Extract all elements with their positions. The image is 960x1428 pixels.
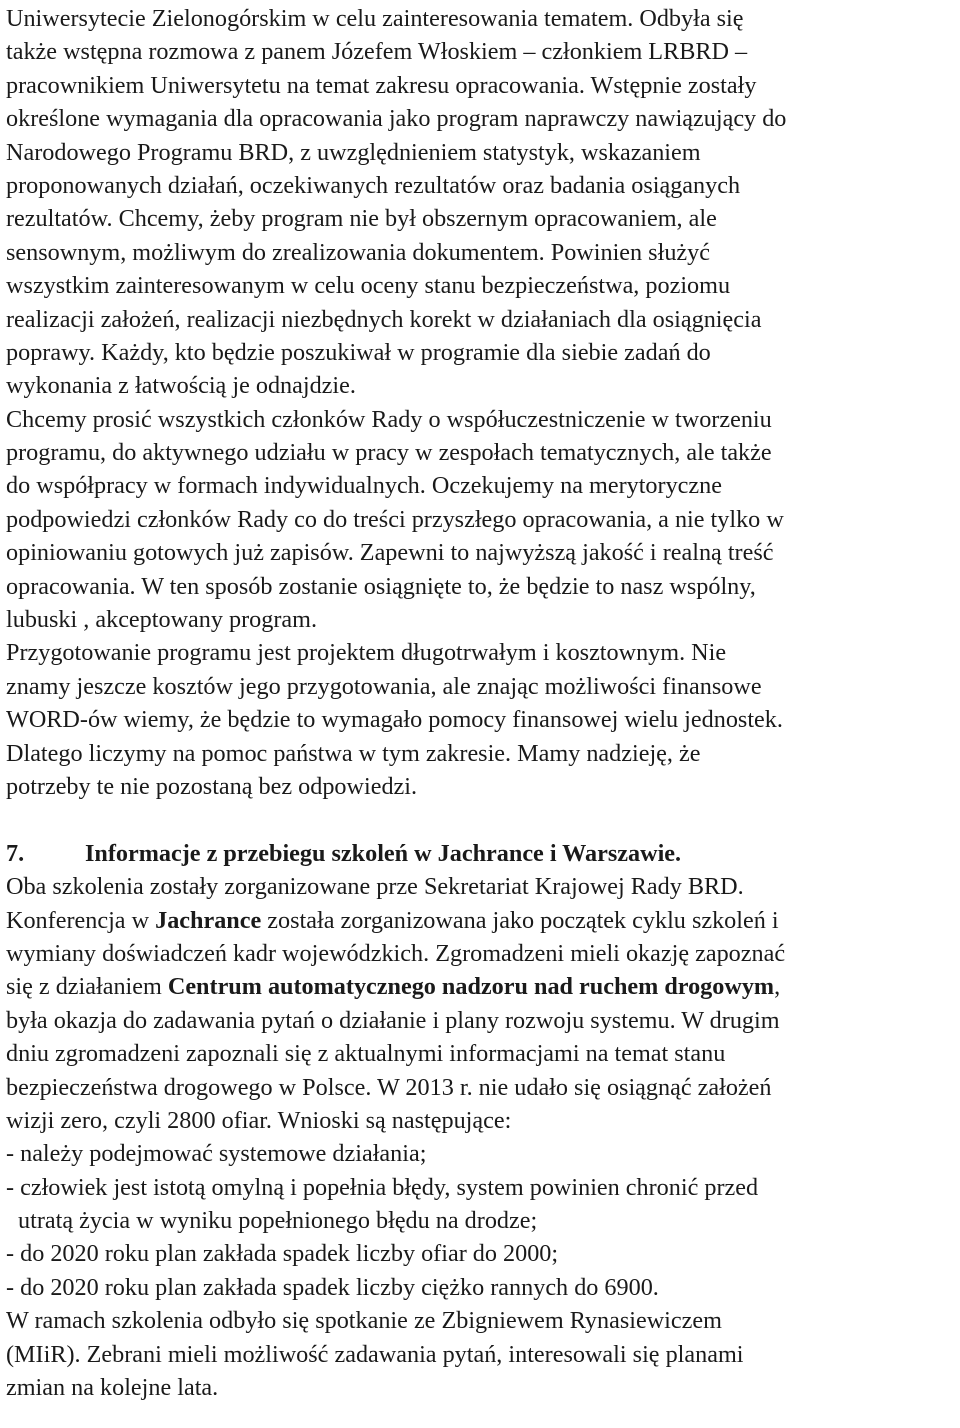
- list-item: - do 2020 roku plan zakłada spadek liczby ciężko rannych do 6900.: [6, 1273, 659, 1301]
- text-line: Narodowego Programu BRD, z uwzględnieniem statystyk, wskazaniem: [6, 138, 701, 166]
- text-line: Uniwersytecie Zielonogórskim w celu zainteresowania tematem. Odbyła się: [6, 5, 744, 32]
- text-line: (MIiR). Zebrani mieli możliwość zadawania pytań, interesowali się planami: [6, 1340, 744, 1368]
- text-line: Chcemy prosić wszystkich członków Rady o współuczestniczenie w tworzeniu: [6, 405, 772, 433]
- text-line: rezultatów. Chcemy, żeby program nie był obszernym opracowaniem, ale: [6, 205, 717, 233]
- text-line: [6, 970, 960, 1003]
- paragraph-council-cooperation: [6, 403, 960, 637]
- bold-center-name: Centrum automatycznego nadzoru nad ruchem drogowym: [167, 973, 775, 1001]
- section-title: Informacje z przebiegu szkoleń w Jachrance i Warszawie.: [85, 839, 682, 867]
- text-line: Przygotowanie programu jest projektem długotrwałym i kosztownym. Nie: [6, 639, 727, 667]
- text-line: proponowanych działań, oczekiwanych rezultatów oraz badania osiąganych: [6, 171, 741, 199]
- text-line: sensownym, możliwym do zrealizowania dokumentem. Powinien służyć: [6, 238, 710, 266]
- text-line: określone wymagania dla opracowania jako program naprawczy nawiązujący do: [6, 105, 787, 133]
- text-run: ,: [774, 973, 781, 1001]
- text-line: wykonania z łatwością je odnajdzie.: [6, 372, 356, 400]
- text-line: zmian na kolejne lata.: [6, 1374, 219, 1402]
- text-line: była okazja do zadawania pytań o działanie i plany rozwoju systemu. W drugim: [6, 1006, 780, 1034]
- text-line: opracowania. W ten sposób zostanie osiągnięte to, że będzie to nasz wspólny,: [6, 572, 756, 600]
- list-item: - do 2020 roku plan zakłada spadek liczby ofiar do 2000;: [6, 1240, 559, 1268]
- text-line: poprawy. Każdy, kto będzie poszukiwał w programie dla siebie zadań do: [6, 338, 711, 366]
- text-line: dniu zgromadzeni zapoznali się z aktualnymi informacjami na temat stanu: [6, 1040, 726, 1068]
- text-line: wymiany doświadczeń kadr wojewódzkich. Zgromadzeni mieli okazję zapoznać: [6, 939, 786, 967]
- text-run: Konferencja w: [6, 906, 156, 934]
- document-page: [6, 2, 960, 1404]
- text-line: opiniowaniu gotowych już zapisów. Zapewni to najwyższą jakość i realną treść: [6, 539, 774, 567]
- text-line: [6, 904, 960, 937]
- section-number: 7.: [6, 839, 25, 867]
- section-heading: [6, 837, 960, 870]
- text-line: także wstępna rozmowa z panem Józefem Włoskiem – członkiem LRBRD –: [6, 38, 748, 66]
- text-line: WORD-ów wiemy, że będzie to wymagało pomocy finansowej wielu jednostek.: [6, 706, 783, 734]
- section-body: [6, 870, 960, 1404]
- text-line: programu, do aktywnego udziału w pracy w zespołach tematycznych, ale także: [6, 439, 772, 467]
- list-item-continuation: utratą życia w wyniku popełnionego błędu na drodze;: [18, 1207, 538, 1235]
- list-item: - należy podejmować systemowe działania;: [6, 1140, 427, 1168]
- text-line: Oba szkolenia zostały zorganizowane prze Sekretariat Krajowej Rady BRD.: [6, 873, 744, 901]
- text-run: się z działaniem: [6, 973, 168, 1001]
- text-line: do współpracy w formach indywidualnych. Oczekujemy na merytoryczne: [6, 472, 722, 500]
- bold-place-name: Jachrance: [155, 906, 262, 934]
- paragraph-program-requirements: [6, 2, 960, 403]
- text-line: pracownikiem Uniwersytetu na temat zakresu opracowania. Wstępnie zostały: [6, 71, 757, 99]
- paragraph-spacer: [6, 803, 960, 836]
- text-line: bezpieczeństwa drogowego w Polsce. W 2013 r. nie udało się osiągnąć założeń: [6, 1073, 772, 1101]
- text-line: realizacji założeń, realizacji niezbędnych korekt w działaniach dla osiągnięcia: [6, 305, 762, 333]
- text-line: podpowiedzi członków Rady co do treści przyszłego opracowania, a nie tylko w: [6, 505, 784, 533]
- text-run: została zorganizowana jako początek cyklu szkoleń i: [261, 906, 779, 934]
- paragraph-program-costs: [6, 636, 960, 803]
- text-line: wizji zero, czyli 2800 ofiar. Wnioski są następujące:: [6, 1106, 512, 1134]
- text-line: wszystkim zainteresowanym w celu oceny stanu bezpieczeństwa, poziomu: [6, 272, 731, 300]
- text-line: znamy jeszcze kosztów jego przygotowania, ale znając możliwości finansowe: [6, 672, 762, 700]
- list-item: - człowiek jest istotą omylną i popełnia błędy, system powinien chronić przed: [6, 1173, 759, 1201]
- text-line: potrzeby te nie pozostaną bez odpowiedzi.: [6, 772, 418, 800]
- text-line: lubuski , akceptowany program.: [6, 606, 318, 634]
- text-line: Dlatego liczymy na pomoc państwa w tym zakresie. Mamy nadzieję, że: [6, 739, 701, 767]
- text-line: W ramach szkolenia odbyło się spotkanie ze Zbigniewem Rynasiewiczem: [6, 1307, 722, 1335]
